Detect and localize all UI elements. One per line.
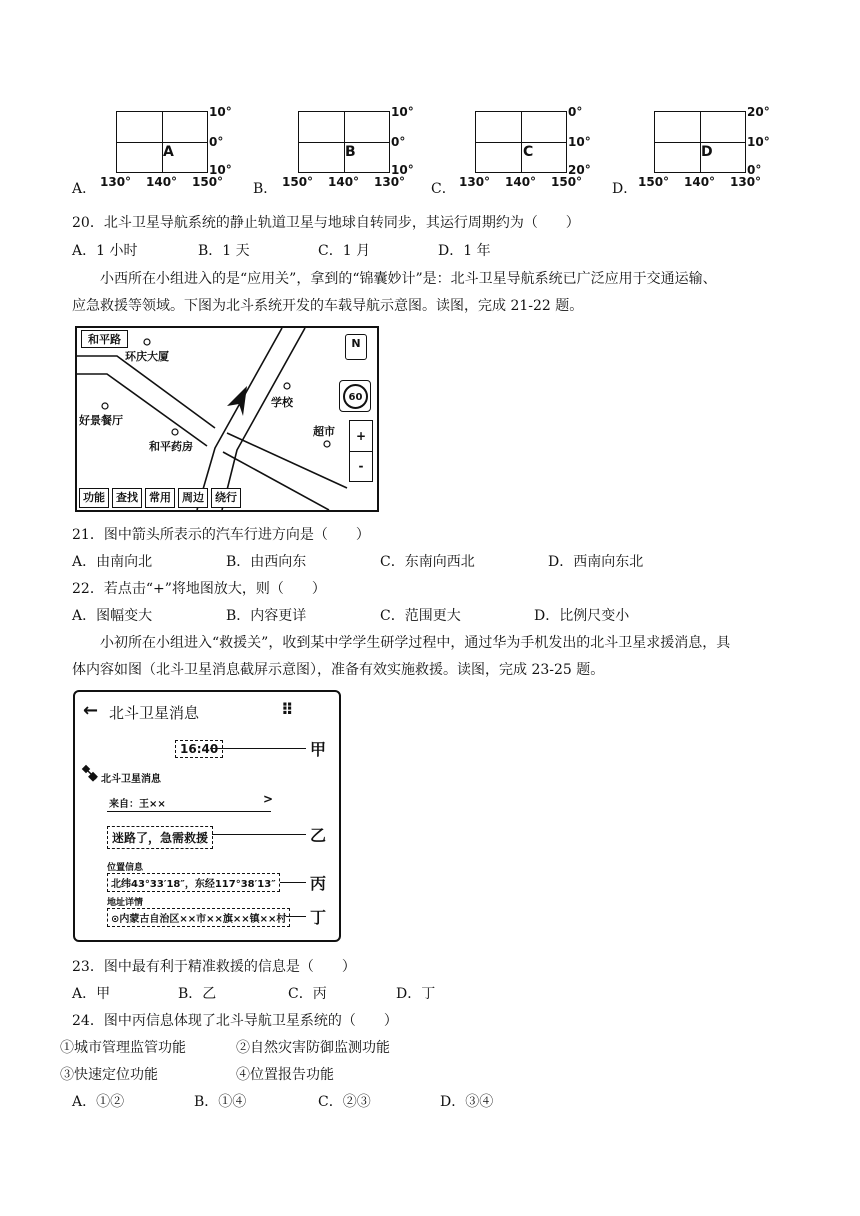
lat-label: 10°: [391, 105, 414, 119]
leader-line: [212, 834, 306, 835]
detour-button[interactable]: 绕行: [211, 488, 241, 508]
q24-option-a[interactable]: A．①②: [72, 1094, 125, 1110]
place-label: 好景餐厅: [79, 414, 123, 427]
car-arrow-icon: [227, 386, 247, 416]
q24-item-1: ①城市管理监管功能: [60, 1040, 186, 1056]
q24-item-2: ②自然灾害防御监测功能: [236, 1040, 390, 1056]
q24-item-4: ④位置报告功能: [236, 1067, 334, 1083]
nearby-button[interactable]: 周边: [178, 488, 208, 508]
q22-option-a[interactable]: A．图幅变大: [72, 608, 153, 624]
address-box: [107, 908, 290, 927]
q24-item-3: ③快速定位功能: [60, 1067, 158, 1083]
lat-label: 10°: [209, 105, 232, 119]
lon-label: 140°: [505, 175, 537, 189]
lat-label: 10°: [209, 163, 232, 177]
q23-option-a[interactable]: A．甲: [72, 986, 111, 1002]
q22-option-d[interactable]: D．比例尺变小: [534, 608, 630, 624]
place-label: 超市: [313, 425, 335, 438]
intro-paragraph-1: 小西所在小组进入的是“应用关”，拿到的“锦囊妙计”是：北斗卫星导航系统已广泛应用于交通运输、: [100, 271, 717, 287]
lon-label: 130°: [100, 175, 132, 189]
lon-label: 150°: [551, 175, 583, 189]
lon-label: 140°: [684, 175, 716, 189]
speed-limit-value: 60: [348, 392, 363, 403]
grid-b: [298, 111, 390, 173]
chevron-right-icon[interactable]: >: [263, 792, 274, 806]
lon-label: 150°: [192, 175, 224, 189]
q21-option-d[interactable]: D．西南向东北: [548, 554, 644, 570]
grid-a: [116, 111, 208, 173]
message-time: [175, 740, 223, 758]
beidou-message-screenshot: [73, 690, 341, 942]
lat-label: 0°: [209, 135, 224, 149]
callout-yi: 乙: [310, 826, 327, 845]
q20-option-d[interactable]: D．1 年: [438, 243, 491, 259]
plus-icon: +: [355, 429, 367, 443]
address-label: 地址详情: [107, 898, 144, 908]
lat-label: 0°: [391, 135, 406, 149]
q23-option-d[interactable]: D．丁: [396, 986, 436, 1002]
lon-label: 140°: [146, 175, 178, 189]
lon-label: 130°: [730, 175, 762, 189]
lat-label: 0°: [568, 105, 583, 119]
q20-option-b[interactable]: B．1 天: [198, 243, 250, 259]
divider: [107, 811, 271, 812]
option-letter-a: A．: [72, 181, 97, 197]
coordinates-box: [107, 873, 280, 892]
q21-stem: 21．图中箭头所表示的汽车行进方向是（ ）: [72, 527, 370, 543]
grid-d: [654, 111, 746, 173]
zoom-in-button[interactable]: [350, 421, 372, 452]
q23-option-b[interactable]: B．乙: [178, 986, 217, 1002]
callout-jia: 甲: [310, 740, 327, 759]
lat-label: 10°: [391, 163, 414, 177]
intro-paragraph-2-cont: 体内容如图（北斗卫星消息截屏示意图），准备有效实施救援。读图，完成 23-25 题。: [72, 662, 605, 678]
leader-line: [210, 748, 306, 749]
grid-c-letter: C: [523, 144, 534, 160]
q20-option-c[interactable]: C．1 月: [318, 243, 371, 259]
q23-stem: 23．图中最有利于精准救援的信息是（ ）: [72, 959, 356, 975]
lon-label: 130°: [459, 175, 491, 189]
satellite-icon: [81, 764, 99, 782]
grid-b-letter: B: [345, 144, 356, 160]
q24-option-b[interactable]: B．①④: [194, 1094, 247, 1110]
lat-label: 10°: [747, 135, 770, 149]
search-button[interactable]: 查找: [112, 488, 142, 508]
lon-label: 140°: [328, 175, 360, 189]
intro-paragraph-1-cont: 应急救援等领域。下图为北斗系统开发的车载导航示意图。读图，完成 21-22 题。: [72, 298, 584, 314]
lon-label: 150°: [638, 175, 670, 189]
speed-limit-sign: [343, 384, 368, 409]
frequent-button[interactable]: 常用: [145, 488, 175, 508]
time-text: 16:40: [180, 742, 219, 756]
place-label: 学校: [271, 396, 293, 409]
function-button[interactable]: 功能: [79, 488, 109, 508]
q21-option-c[interactable]: C．东南向西北: [380, 554, 475, 570]
zoom-control: [349, 420, 373, 482]
leader-line: [286, 916, 306, 917]
lat-label: 0°: [747, 163, 762, 177]
north-icon: N: [351, 337, 361, 350]
intro-paragraph-2: 小初所在小组进入“救援关”，收到某中学学生研学过程中，通过华为手机发出的北斗卫星求援消息，具: [100, 635, 731, 651]
q20-option-a[interactable]: A．1 小时: [72, 243, 138, 259]
place-label: 和平药房: [149, 440, 193, 453]
option-letter-b: B．: [253, 181, 278, 197]
message-body: [107, 826, 213, 849]
lat-label: 20°: [747, 105, 770, 119]
grid-c: [475, 111, 567, 173]
q21-option-b[interactable]: B．由西向东: [226, 554, 307, 570]
address-text: ⊙内蒙古自治区××市××旗××镇××村: [111, 914, 287, 925]
q24-option-c[interactable]: C．②③: [318, 1094, 371, 1110]
sender-title: 北斗卫星消息: [101, 774, 161, 785]
grid-d-letter: D: [701, 144, 713, 160]
callout-ding: 丁: [310, 908, 327, 927]
option-letter-d: D．: [612, 181, 638, 197]
road-sign: 和平路: [81, 330, 128, 348]
nav-button-bar: [77, 488, 377, 510]
q24-option-d[interactable]: D．③④: [440, 1094, 494, 1110]
speed-limit-box: [339, 380, 371, 412]
q22-option-b[interactable]: B．内容更详: [226, 608, 307, 624]
leader-line: [280, 882, 306, 883]
q20-stem: 20．北斗卫星导航系统的静止轨道卫星与地球自转同步，其运行周期约为（ ）: [72, 215, 580, 231]
callout-bing: 丙: [310, 874, 327, 893]
position-label: 位置信息: [107, 863, 144, 873]
message-text: 迷路了，急需救援: [112, 831, 209, 845]
back-arrow-icon[interactable]: ←: [83, 700, 99, 721]
lat-label: 20°: [568, 163, 591, 177]
q24-stem: 24．图中丙信息体现了北斗导航卫星系统的（ ）: [72, 1013, 398, 1029]
q23-option-c[interactable]: C．丙: [288, 986, 327, 1002]
q22-stem: 22．若点击“+”将地图放大，则（ ）: [72, 581, 326, 597]
from-field: 来自：王××: [109, 799, 166, 810]
menu-dots-icon[interactable]: ⠿: [281, 700, 294, 719]
coordinates-text: 北纬43°33′18″，东经117°38′13″: [111, 879, 276, 890]
lon-label: 130°: [374, 175, 406, 189]
screen-title: 北斗卫星消息: [109, 704, 200, 722]
q21-option-a[interactable]: A．由南向北: [72, 554, 153, 570]
place-label: 环庆大厦: [125, 350, 169, 363]
grid-a-letter: A: [163, 144, 174, 160]
compass-button[interactable]: [345, 334, 367, 360]
zoom-out-button[interactable]: [350, 452, 372, 480]
q22-option-c[interactable]: C．范围更大: [380, 608, 461, 624]
car-navigation-map: [75, 326, 379, 512]
minus-icon: -: [358, 459, 364, 473]
lat-label: 10°: [568, 135, 591, 149]
option-letter-c: C．: [431, 181, 456, 197]
lon-label: 150°: [282, 175, 314, 189]
